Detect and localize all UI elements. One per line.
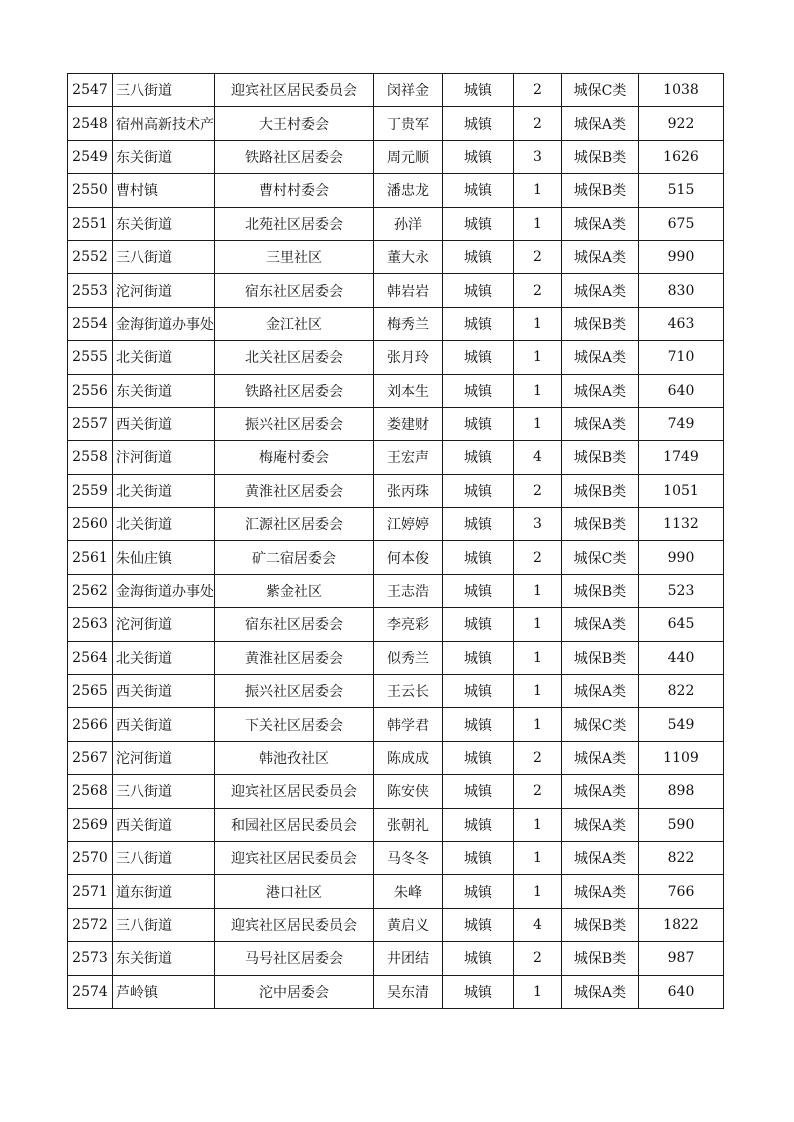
street-cell: 北关街道 [113, 341, 215, 374]
community-cell: 大王村委会 [215, 107, 374, 140]
row-id-cell: 2568 [68, 775, 113, 808]
community-cell: 宿东社区居委会 [215, 274, 374, 307]
row-id-cell: 2551 [68, 207, 113, 240]
table-row [68, 608, 724, 641]
area-type-cell: 城镇 [443, 908, 514, 941]
table-row [68, 574, 724, 607]
name-cell: 陈安侠 [374, 775, 443, 808]
table-row [68, 875, 724, 908]
name-cell: 井团结 [374, 942, 443, 975]
name-cell: 孙洋 [374, 207, 443, 240]
name-cell: 娄建财 [374, 407, 443, 440]
amount-cell: 440 [639, 641, 724, 674]
community-cell: 迎宾社区居民委员会 [215, 775, 374, 808]
amount-cell: 990 [639, 240, 724, 273]
area-type-cell: 城镇 [443, 374, 514, 407]
amount-cell: 640 [639, 975, 724, 1008]
area-type-cell: 城镇 [443, 942, 514, 975]
amount-cell: 1626 [639, 140, 724, 173]
row-id-cell: 2564 [68, 641, 113, 674]
roster-table-body [68, 74, 724, 1009]
amount-cell: 640 [639, 374, 724, 407]
table-row [68, 675, 724, 708]
table-row [68, 741, 724, 774]
street-cell: 西关街道 [113, 708, 215, 741]
area-type-cell: 城镇 [443, 74, 514, 107]
household-count-cell: 2 [514, 541, 562, 574]
table-row [68, 541, 724, 574]
community-cell: 汇源社区居委会 [215, 508, 374, 541]
table-row [68, 942, 724, 975]
category-cell: 城保A类 [562, 975, 639, 1008]
amount-cell: 645 [639, 608, 724, 641]
name-cell: 韩学君 [374, 708, 443, 741]
amount-cell: 1749 [639, 441, 724, 474]
category-cell: 城保B类 [562, 508, 639, 541]
name-cell: 张丙珠 [374, 474, 443, 507]
community-cell: 迎宾社区居民委员会 [215, 841, 374, 874]
category-cell: 城保A类 [562, 608, 639, 641]
name-cell: 刘本生 [374, 374, 443, 407]
street-cell: 三八街道 [113, 74, 215, 107]
street-cell: 朱仙庄镇 [113, 541, 215, 574]
name-cell: 陈成成 [374, 741, 443, 774]
row-id-cell: 2570 [68, 841, 113, 874]
name-cell: 董大永 [374, 240, 443, 273]
category-cell: 城保A类 [562, 808, 639, 841]
household-count-cell: 1 [514, 875, 562, 908]
row-id-cell: 2566 [68, 708, 113, 741]
amount-cell: 749 [639, 407, 724, 440]
household-count-cell: 1 [514, 808, 562, 841]
area-type-cell: 城镇 [443, 775, 514, 808]
street-cell: 东关街道 [113, 942, 215, 975]
household-count-cell: 2 [514, 474, 562, 507]
table-row [68, 74, 724, 107]
name-cell: 丁贵军 [374, 107, 443, 140]
name-cell: 江婷婷 [374, 508, 443, 541]
category-cell: 城保B类 [562, 441, 639, 474]
street-cell: 道东街道 [113, 875, 215, 908]
row-id-cell: 2550 [68, 174, 113, 207]
street-cell: 东关街道 [113, 374, 215, 407]
category-cell: 城保B类 [562, 474, 639, 507]
amount-cell: 766 [639, 875, 724, 908]
community-cell: 黄淮社区居委会 [215, 641, 374, 674]
household-count-cell: 1 [514, 174, 562, 207]
name-cell: 黄启义 [374, 908, 443, 941]
name-cell: 韩岩岩 [374, 274, 443, 307]
category-cell: 城保A类 [562, 875, 639, 908]
area-type-cell: 城镇 [443, 441, 514, 474]
area-type-cell: 城镇 [443, 541, 514, 574]
household-count-cell: 2 [514, 240, 562, 273]
area-type-cell: 城镇 [443, 608, 514, 641]
name-cell: 马冬冬 [374, 841, 443, 874]
row-id-cell: 2569 [68, 808, 113, 841]
area-type-cell: 城镇 [443, 307, 514, 340]
community-cell: 港口社区 [215, 875, 374, 908]
row-id-cell: 2556 [68, 374, 113, 407]
category-cell: 城保B类 [562, 140, 639, 173]
community-cell: 和园社区居民委员会 [215, 808, 374, 841]
area-type-cell: 城镇 [443, 875, 514, 908]
name-cell: 似秀兰 [374, 641, 443, 674]
community-cell: 宿东社区居委会 [215, 608, 374, 641]
community-cell: 金江社区 [215, 307, 374, 340]
community-cell: 铁路社区居委会 [215, 374, 374, 407]
street-cell: 西关街道 [113, 675, 215, 708]
area-type-cell: 城镇 [443, 508, 514, 541]
row-id-cell: 2567 [68, 741, 113, 774]
household-count-cell: 1 [514, 307, 562, 340]
name-cell: 张月玲 [374, 341, 443, 374]
community-cell: 迎宾社区居民委员会 [215, 908, 374, 941]
area-type-cell: 城镇 [443, 708, 514, 741]
street-cell: 芦岭镇 [113, 975, 215, 1008]
table-row [68, 441, 724, 474]
row-id-cell: 2572 [68, 908, 113, 941]
street-cell: 金海街道办事处 [113, 574, 215, 607]
household-count-cell: 1 [514, 608, 562, 641]
street-cell: 东关街道 [113, 207, 215, 240]
category-cell: 城保C类 [562, 541, 639, 574]
household-count-cell: 1 [514, 341, 562, 374]
table-row [68, 140, 724, 173]
area-type-cell: 城镇 [443, 207, 514, 240]
row-id-cell: 2573 [68, 942, 113, 975]
table-row [68, 841, 724, 874]
community-cell: 黄淮社区居委会 [215, 474, 374, 507]
area-type-cell: 城镇 [443, 474, 514, 507]
community-cell: 北关社区居委会 [215, 341, 374, 374]
category-cell: 城保A类 [562, 675, 639, 708]
row-id-cell: 2552 [68, 240, 113, 273]
amount-cell: 1038 [639, 74, 724, 107]
amount-cell: 990 [639, 541, 724, 574]
name-cell: 李亮彩 [374, 608, 443, 641]
name-cell: 潘忠龙 [374, 174, 443, 207]
street-cell: 沱河街道 [113, 274, 215, 307]
table-row [68, 174, 724, 207]
amount-cell: 590 [639, 808, 724, 841]
community-cell: 紫金社区 [215, 574, 374, 607]
community-cell: 三里社区 [215, 240, 374, 273]
row-id-cell: 2574 [68, 975, 113, 1008]
row-id-cell: 2563 [68, 608, 113, 641]
table-row [68, 374, 724, 407]
roster-table [67, 73, 724, 1009]
name-cell: 梅秀兰 [374, 307, 443, 340]
household-count-cell: 2 [514, 74, 562, 107]
category-cell: 城保A类 [562, 407, 639, 440]
street-cell: 东关街道 [113, 140, 215, 173]
community-cell: 振兴社区居委会 [215, 675, 374, 708]
amount-cell: 898 [639, 775, 724, 808]
amount-cell: 463 [639, 307, 724, 340]
area-type-cell: 城镇 [443, 975, 514, 1008]
area-type-cell: 城镇 [443, 841, 514, 874]
category-cell: 城保A类 [562, 240, 639, 273]
table-row [68, 775, 724, 808]
row-id-cell: 2555 [68, 341, 113, 374]
household-count-cell: 3 [514, 140, 562, 173]
community-cell: 迎宾社区居民委员会 [215, 74, 374, 107]
category-cell: 城保A类 [562, 341, 639, 374]
table-row [68, 307, 724, 340]
household-count-cell: 1 [514, 207, 562, 240]
household-count-cell: 2 [514, 741, 562, 774]
table-row [68, 808, 724, 841]
community-cell: 北苑社区居委会 [215, 207, 374, 240]
name-cell: 周元顺 [374, 140, 443, 173]
area-type-cell: 城镇 [443, 107, 514, 140]
household-count-cell: 4 [514, 441, 562, 474]
street-cell: 宿州高新技术产 [113, 107, 215, 140]
row-id-cell: 2562 [68, 574, 113, 607]
community-cell: 沱中居委会 [215, 975, 374, 1008]
table-row [68, 274, 724, 307]
street-cell: 西关街道 [113, 407, 215, 440]
amount-cell: 830 [639, 274, 724, 307]
category-cell: 城保A类 [562, 841, 639, 874]
amount-cell: 987 [639, 942, 724, 975]
category-cell: 城保A类 [562, 207, 639, 240]
row-id-cell: 2548 [68, 107, 113, 140]
table-row [68, 107, 724, 140]
household-count-cell: 1 [514, 708, 562, 741]
table-row [68, 341, 724, 374]
area-type-cell: 城镇 [443, 174, 514, 207]
name-cell: 闵祥金 [374, 74, 443, 107]
amount-cell: 1132 [639, 508, 724, 541]
category-cell: 城保B类 [562, 942, 639, 975]
name-cell: 吴东清 [374, 975, 443, 1008]
area-type-cell: 城镇 [443, 140, 514, 173]
category-cell: 城保B类 [562, 641, 639, 674]
household-count-cell: 2 [514, 942, 562, 975]
household-count-cell: 2 [514, 274, 562, 307]
community-cell: 下关社区居委会 [215, 708, 374, 741]
household-count-cell: 2 [514, 775, 562, 808]
row-id-cell: 2553 [68, 274, 113, 307]
household-count-cell: 3 [514, 508, 562, 541]
amount-cell: 523 [639, 574, 724, 607]
amount-cell: 1051 [639, 474, 724, 507]
table-row [68, 407, 724, 440]
area-type-cell: 城镇 [443, 808, 514, 841]
street-cell: 金海街道办事处 [113, 307, 215, 340]
street-cell: 三八街道 [113, 908, 215, 941]
category-cell: 城保B类 [562, 307, 639, 340]
amount-cell: 822 [639, 675, 724, 708]
household-count-cell: 1 [514, 841, 562, 874]
category-cell: 城保C类 [562, 708, 639, 741]
area-type-cell: 城镇 [443, 641, 514, 674]
household-count-cell: 1 [514, 675, 562, 708]
household-count-cell: 1 [514, 975, 562, 1008]
street-cell: 三八街道 [113, 240, 215, 273]
category-cell: 城保A类 [562, 107, 639, 140]
amount-cell: 549 [639, 708, 724, 741]
street-cell: 汴河街道 [113, 441, 215, 474]
community-cell: 韩池孜社区 [215, 741, 374, 774]
area-type-cell: 城镇 [443, 675, 514, 708]
community-cell: 振兴社区居委会 [215, 407, 374, 440]
street-cell: 曹村镇 [113, 174, 215, 207]
amount-cell: 515 [639, 174, 724, 207]
row-id-cell: 2559 [68, 474, 113, 507]
area-type-cell: 城镇 [443, 741, 514, 774]
area-type-cell: 城镇 [443, 240, 514, 273]
name-cell: 王宏声 [374, 441, 443, 474]
amount-cell: 1822 [639, 908, 724, 941]
category-cell: 城保B类 [562, 174, 639, 207]
row-id-cell: 2549 [68, 140, 113, 173]
community-cell: 矿二宿居委会 [215, 541, 374, 574]
amount-cell: 1109 [639, 741, 724, 774]
area-type-cell: 城镇 [443, 341, 514, 374]
category-cell: 城保C类 [562, 74, 639, 107]
name-cell: 王云长 [374, 675, 443, 708]
category-cell: 城保A类 [562, 374, 639, 407]
street-cell: 北关街道 [113, 508, 215, 541]
row-id-cell: 2557 [68, 407, 113, 440]
street-cell: 北关街道 [113, 474, 215, 507]
community-cell: 马号社区居委会 [215, 942, 374, 975]
name-cell: 张朝礼 [374, 808, 443, 841]
household-count-cell: 4 [514, 908, 562, 941]
category-cell: 城保B类 [562, 908, 639, 941]
category-cell: 城保A类 [562, 741, 639, 774]
row-id-cell: 2561 [68, 541, 113, 574]
household-count-cell: 1 [514, 641, 562, 674]
category-cell: 城保A类 [562, 274, 639, 307]
table-row [68, 240, 724, 273]
amount-cell: 922 [639, 107, 724, 140]
household-count-cell: 1 [514, 574, 562, 607]
category-cell: 城保A类 [562, 775, 639, 808]
row-id-cell: 2547 [68, 74, 113, 107]
community-cell: 梅庵村委会 [215, 441, 374, 474]
name-cell: 何本俊 [374, 541, 443, 574]
household-count-cell: 1 [514, 374, 562, 407]
row-id-cell: 2571 [68, 875, 113, 908]
street-cell: 沱河街道 [113, 741, 215, 774]
name-cell: 朱峰 [374, 875, 443, 908]
table-row [68, 508, 724, 541]
amount-cell: 710 [639, 341, 724, 374]
area-type-cell: 城镇 [443, 407, 514, 440]
household-count-cell: 1 [514, 407, 562, 440]
street-cell: 三八街道 [113, 841, 215, 874]
area-type-cell: 城镇 [443, 274, 514, 307]
table-row [68, 641, 724, 674]
amount-cell: 822 [639, 841, 724, 874]
row-id-cell: 2558 [68, 441, 113, 474]
household-count-cell: 2 [514, 107, 562, 140]
table-row [68, 474, 724, 507]
row-id-cell: 2554 [68, 307, 113, 340]
street-cell: 西关街道 [113, 808, 215, 841]
name-cell: 王志浩 [374, 574, 443, 607]
community-cell: 铁路社区居委会 [215, 140, 374, 173]
area-type-cell: 城镇 [443, 574, 514, 607]
table-row [68, 708, 724, 741]
street-cell: 三八街道 [113, 775, 215, 808]
community-cell: 曹村村委会 [215, 174, 374, 207]
row-id-cell: 2560 [68, 508, 113, 541]
table-row [68, 975, 724, 1008]
street-cell: 北关街道 [113, 641, 215, 674]
table-row [68, 908, 724, 941]
amount-cell: 675 [639, 207, 724, 240]
row-id-cell: 2565 [68, 675, 113, 708]
category-cell: 城保B类 [562, 574, 639, 607]
street-cell: 沱河街道 [113, 608, 215, 641]
table-row [68, 207, 724, 240]
